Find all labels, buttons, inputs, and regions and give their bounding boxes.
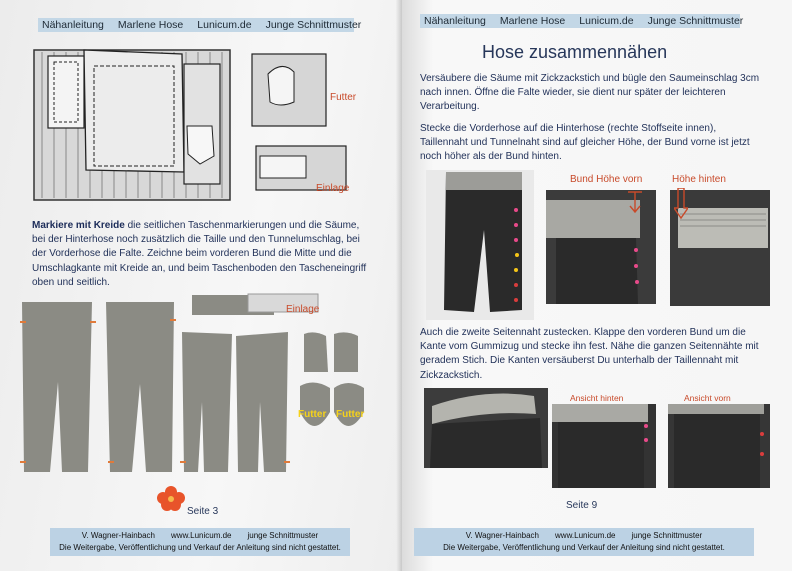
label-futter-2: Futter [336,409,365,420]
footer-author: V. Wagner-Hainbach [465,531,540,540]
left-footer [50,528,350,556]
paragraph-3: Auch die zweite Seitennaht zustecken. Klappe den vorderen Bund um die Kante vom Gummizug und stecke ihn fest. Nähe die ganzen Seitennähte mit geradem Stich. Die Kanten versäuberst Du unterhalb der Taillennaht mit Zickzackstich. [420,327,759,381]
flower-icon [155,484,187,512]
paragraph-2: Stecke die Vorderhose auf die Hinterhose (rechte Stoffseite innen), Taillennaht und Tunnelnaht sind auf gleicher Höhe, der Bund vorne ist jetzt noch höher als der Bund hinten. [420,123,750,163]
instruction-bold: Markiere mit Kreide [32,220,125,231]
label-einlage: Einlage [316,183,350,194]
label-futter-1: Futter [298,409,327,420]
photo-ansicht-hinten [552,404,656,488]
header-item: Marlene Hose [117,19,184,31]
arrow-down-icon [628,190,642,214]
left-header [38,18,362,32]
pattern-sketch [32,42,372,204]
footer-url: www.Lunicum.de [555,531,616,540]
header-item: Lunicum.de [579,15,634,27]
pattern-pieces [14,292,374,500]
right-footer [414,528,754,556]
paragraph-1: Versäubere die Säume mit Zickzackstich und bügle den Saumeinschlag 3cm nach innen. Öffne die Falte wieder, sie dient nur später der leichteren Verarbeitung. [420,73,760,113]
footer-brand: junge Schnittmuster [247,531,319,540]
left-instruction [32,219,367,290]
header-item: Lunicum.de [197,19,252,31]
right-header [420,14,744,28]
label-hoehe-hinten: Höhe hinten [672,174,726,185]
photo-ansicht-vorn [668,404,770,488]
label-futter: Futter [330,92,357,103]
right-page [402,0,792,571]
label-ansicht-vorn: Ansicht vorn [684,393,731,403]
arrow-down-icon [674,188,688,220]
label-ansicht-hinten: Ansicht hinten [570,393,624,403]
label-einlage-mid: Einlage [286,304,320,315]
header-item: Nähanleitung [42,19,104,31]
header-item: Junge Schnittmuster [265,19,362,31]
header-item: Nähanleitung [424,15,486,27]
instruction-text: die seitlichen Taschenmarkierungen und die Säume, bei der Hinterhose noch zusätzlich die Taille und den Tunnelumschlag, bei der Vorderhose die Falte. Zeichne beim vorderen Bund die Mitte und die Umschlagkante mit Kreide an, und beim Taschenboden den Tascheneingriff oben und seitlich. [32,220,367,288]
header-item: Marlene Hose [499,15,566,27]
footer-notice: Die Weitergabe, Veröffentlichung und Verkauf der Anleitung sind nicht gestattet. [59,543,341,552]
header-item: Junge Schnittmuster [647,15,744,27]
footer-brand: junge Schnittmuster [631,531,703,540]
label-bund-vorn: Bund Höhe vorn [570,174,643,185]
photo-bund-folded [424,388,548,468]
footer-url: www.Lunicum.de [171,531,232,540]
footer-notice: Die Weitergabe, Veröffentlichung und Verkauf der Anleitung sind nicht gestattet. [443,543,725,552]
page-title: Hose zusammennähen [482,42,668,62]
left-page-number: Seite 3 [187,506,219,517]
right-page-number: Seite 9 [566,500,598,511]
photo-trousers-front [426,170,534,320]
footer-author: V. Wagner-Hainbach [81,531,156,540]
